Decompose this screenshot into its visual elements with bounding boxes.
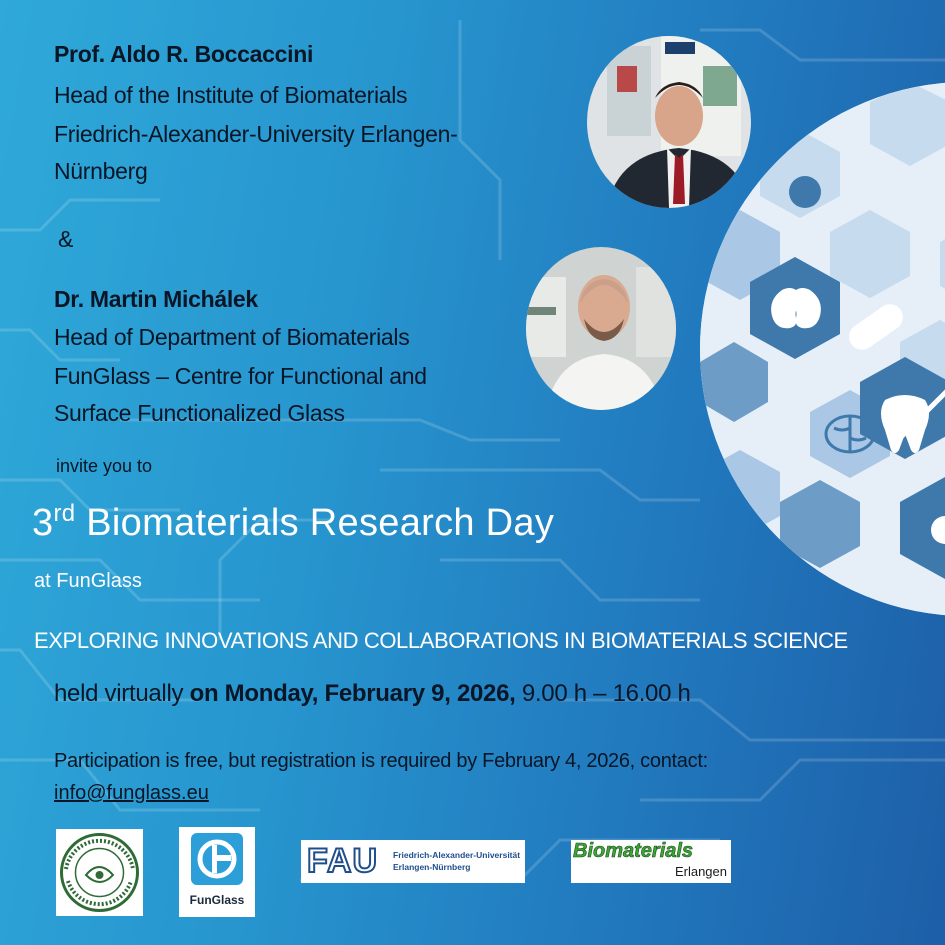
tnuni-logo: [56, 829, 143, 916]
speaker2-role-line1: Head of Department of Biomaterials: [54, 324, 410, 350]
biomaterials-sub: Erlangen: [674, 864, 727, 879]
event-title-text: Biomaterials Research Day: [86, 502, 555, 544]
registration-email-wrap: [54, 782, 209, 805]
speaker1-role-line2: Friedrich-Alexander-University Erlangen-: [54, 121, 458, 147]
event-time: 9.00 h – 16.00 h: [515, 680, 691, 707]
event-schedule: [54, 680, 691, 708]
tnuni-seal-icon: [56, 829, 143, 916]
funglass-logo: [179, 827, 255, 917]
speaker2-photo: [526, 247, 676, 410]
invite-text: invite you to: [56, 456, 153, 476]
fau-logo: [301, 840, 525, 883]
joint-icon: [789, 176, 821, 208]
speaker2-role-line2: FunGlass – Centre for Functional and: [54, 363, 427, 389]
speaker1-role-line1: Head of the Institute of Biomaterials: [54, 82, 408, 108]
funglass-label: FunGlass: [189, 893, 245, 907]
fau-line1: Friedrich-Alexander-Universität: [393, 850, 521, 860]
speaker1-photo: [587, 36, 751, 208]
kidney-icon: [771, 288, 821, 328]
fau-line2: Erlangen-Nürnberg: [393, 862, 471, 872]
fau-mark: FAU: [307, 842, 378, 880]
event-title: [32, 500, 554, 545]
biomaterials-erlangen-logo: [571, 840, 731, 883]
registration-text: Participation is free, but registration is required by February 4, 2026, contact:: [54, 750, 708, 772]
biomaterials-main: Biomaterials: [573, 840, 694, 862]
event-ordinal-suffix: rd: [53, 500, 76, 527]
event-venue: at FunGlass: [34, 570, 142, 592]
funglass-mark-icon: [179, 827, 255, 889]
speaker2-role-line3: Surface Functionalized Glass: [54, 400, 345, 426]
event-date: on Monday, February 9, 2026,: [189, 680, 516, 707]
event-theme: EXPLORING INNOVATIONS AND COLLABORATIONS IN BIOMATERIALS SCIENCE: [34, 628, 848, 653]
held-virtually-text: held virtually: [54, 680, 190, 707]
speaker1-role-line3: Nürnberg: [54, 158, 148, 184]
event-ordinal-number: 3: [32, 502, 54, 544]
speaker1-name: Prof. Aldo R. Boccaccini: [54, 41, 314, 67]
speaker2-name: Dr. Martin Michálek: [54, 286, 258, 312]
registration-email-link[interactable]: info@funglass.eu: [54, 782, 209, 804]
ampersand: &: [58, 226, 74, 252]
